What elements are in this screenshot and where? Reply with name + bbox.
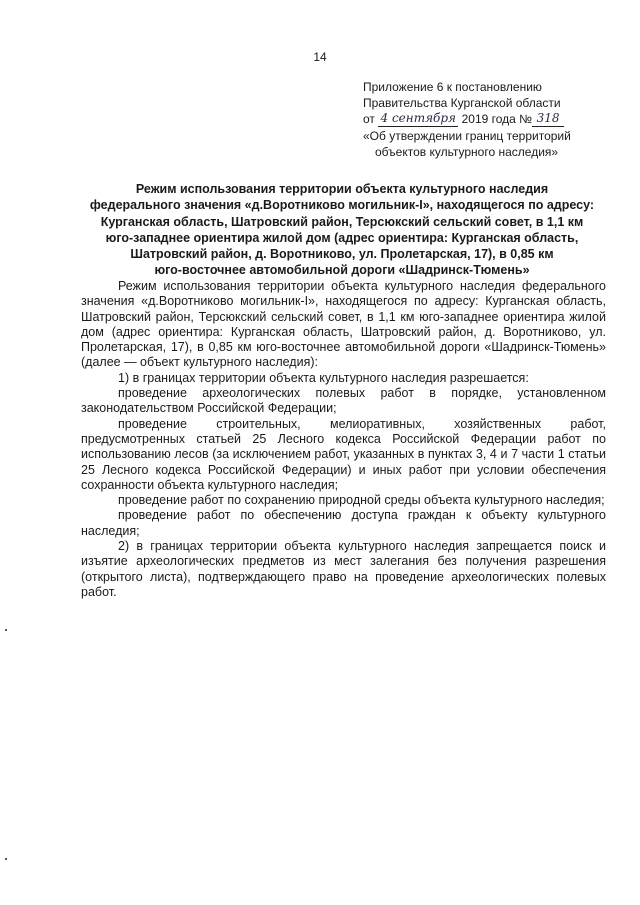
document-body bbox=[81, 279, 606, 600]
body-paragraph: проведение работ по сохранению природной среды объекта культурного наследия; bbox=[118, 493, 605, 508]
title-line: юго-восточнее автомобильной дороги «Шадринск-Тюмень» bbox=[154, 263, 530, 278]
scan-speck bbox=[5, 858, 7, 860]
scan-speck bbox=[5, 629, 7, 631]
body-paragraph: проведение археологических полевых работ в порядке, установленном законодательством Российской Федерации; bbox=[81, 386, 606, 416]
annex-from-label: от bbox=[363, 112, 375, 126]
title-line: Шатровский район, д. Воротниково, ул. Пролетарская, 17), в 0,85 км bbox=[130, 247, 554, 262]
annex-block bbox=[363, 79, 613, 160]
body-paragraph: Режим использования территории объекта культурного наследия федерального значения «д.Воротниково могильник-I», находящегося по адресу: Курганская область, Шатровский район, Терсюкский сельский совет, в 1,1 км юго-западнее ориентира жилой дом (адрес ориентира: Курганская область, Шатровский район, д. Воротниково, ул. Пролетарская, 17), в 0,85 км юго-восточнее автомобильной дороги «Шадринск-Тюмень» (далее — объект культурного наследия): bbox=[81, 279, 606, 370]
body-paragraph: проведение работ по обеспечению доступа граждан к объекту культурного наследия; bbox=[81, 508, 606, 538]
handwritten-date: 4 сентября bbox=[378, 110, 458, 127]
body-paragraph: 1) в границах территории объекта культурного наследия разрешается: bbox=[118, 370, 529, 385]
annex-line-4: «Об утверждении границ территорий bbox=[363, 129, 571, 143]
title-line: юго-западнее ориентира жилой дом (адрес ориентира: Курганская область, bbox=[105, 230, 579, 245]
body-paragraph: 2) в границах территории объекта культурного наследия запрещается поиск и изъятие археологических предметов из мест залегания без получения разрешения (открытого листа), подтверждающего право на проведение археологических полевых работ. bbox=[81, 539, 606, 599]
title-line: федерального значения «д.Воротниково могильник-I», находящегося по адресу: bbox=[89, 198, 595, 213]
document-title bbox=[82, 181, 602, 279]
title-line: Курганская область, Шатровский район, Терсюкский сельский совет, в 1,1 км bbox=[100, 214, 584, 229]
annex-line-2: Правительства Курганской области bbox=[363, 96, 561, 110]
annex-line-1: Приложение 6 к постановлению bbox=[363, 80, 542, 94]
annex-line-3 bbox=[363, 111, 613, 128]
body-paragraph: проведение строительных, мелиоративных, хозяйственных работ, предусмотренных статьей 25 Лесного кодекса Российской Федерации работ по использованию лесов (за исключением работ, указанных в пунктах 3, 4 и 7 части 1 статьи 25 Лесного кодекса Российской Федерации) и иных работ при условии обеспечения сохранности объекта культурного наследия; bbox=[81, 416, 606, 492]
page-number: 14 bbox=[313, 50, 327, 64]
annex-year-label: 2019 года № bbox=[461, 112, 533, 126]
title-line: Режим использования территории объекта культурного наследия bbox=[135, 182, 549, 196]
handwritten-number: 318 bbox=[532, 110, 564, 127]
annex-line-5: объектов культурного наследия» bbox=[375, 145, 559, 159]
